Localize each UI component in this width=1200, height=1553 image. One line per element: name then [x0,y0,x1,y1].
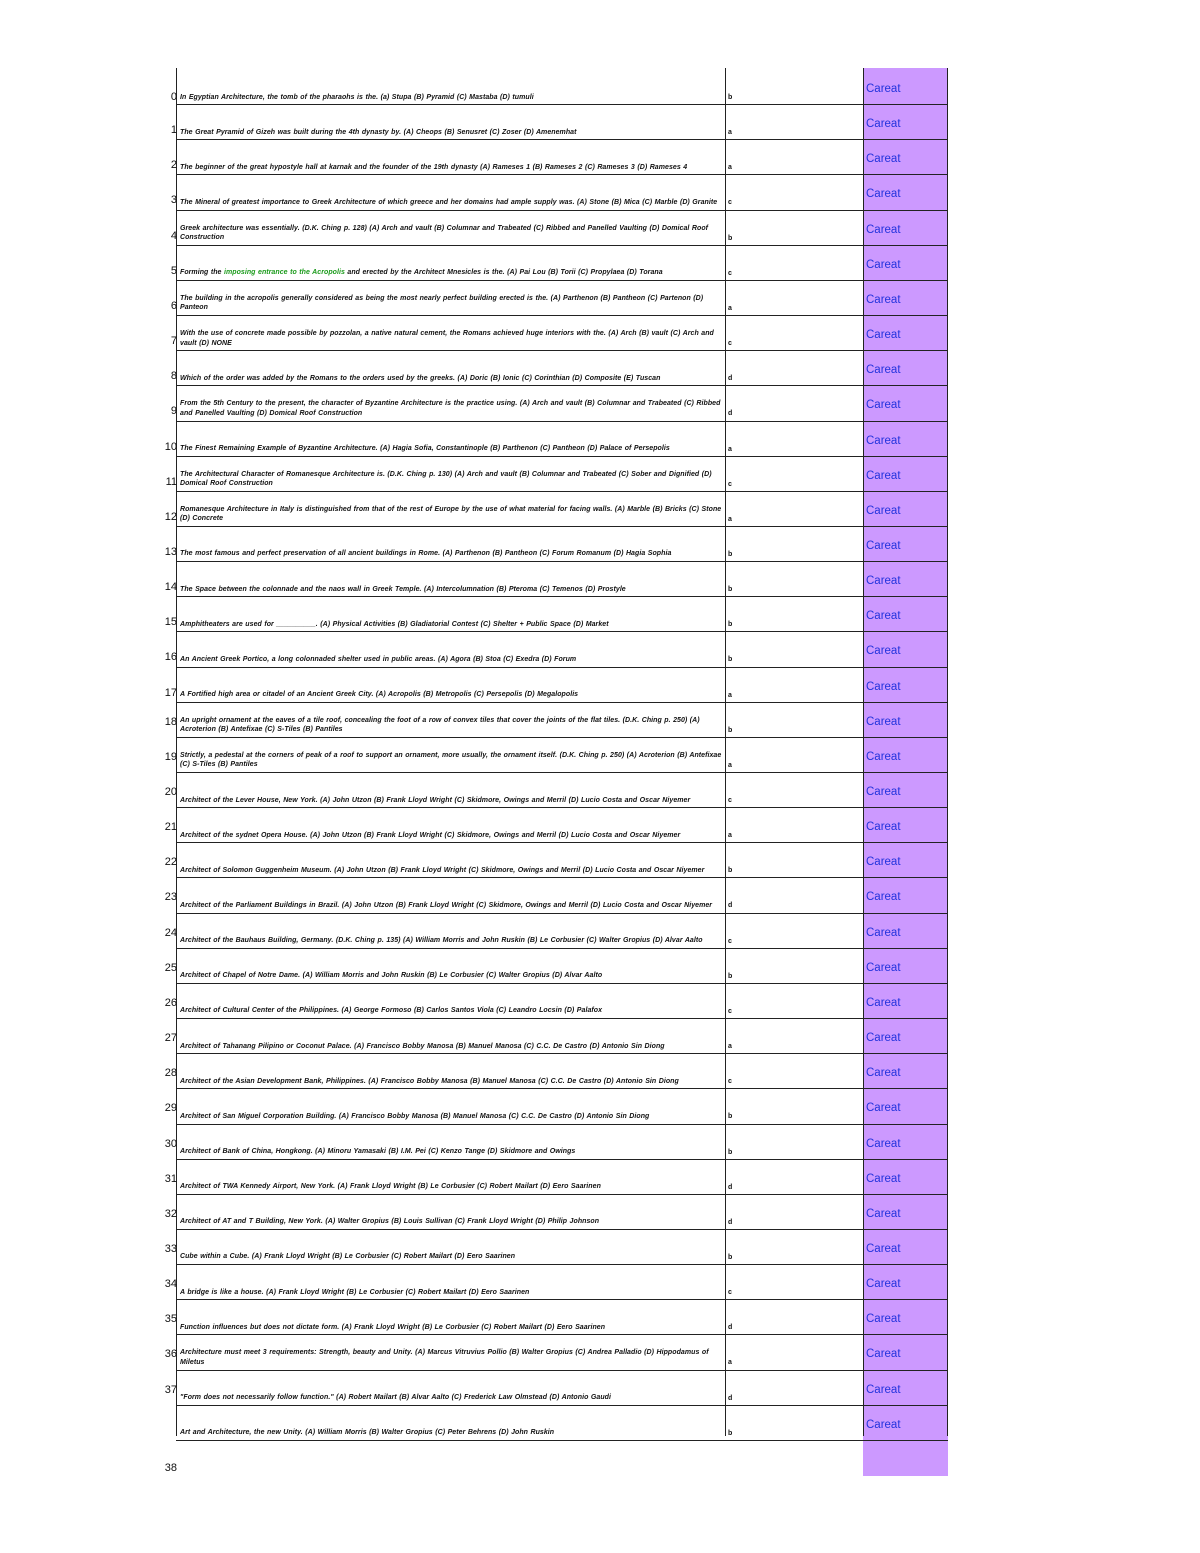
careat-link[interactable]: Careat [866,434,901,447]
question-text: Architect of Tahanang Pilipino or Coconut Palace. (A) Francisco Bobby Manosa (B) Manuel Manosa (C) C.C. De Castro (D) Antonio Sin Diong [180,1042,665,1050]
careat-link[interactable]: Careat [866,821,901,834]
careat-link[interactable]: Careat [866,1313,901,1326]
row-number: 19 [164,750,177,763]
row-number: 31 [164,1172,177,1185]
row-number: 18 [164,715,177,728]
answer-letter: a [728,1359,732,1367]
question-text: Architect of Bank of China, Hongkong. (A) Minoru Yamasaki (B) I.M. Pei (C) Kenzo Tange (D) Skidmore and Owings [180,1148,576,1155]
question-text: Architect of Chapel of Notre Dame. (A) William Morris and John Ruskin (B) Le Corbusier (C) Walter Gropius (D) Alvar Aalto [180,972,603,980]
question-row [0,140,1200,175]
question-text: Romanesque Architecture in Italy is distinguished from that of the rest of Europe by the use of what material for facing walls. (A) Marble (B) Bricks (C) Stone (D) Concrete [180,505,722,523]
question-row [0,211,1200,246]
row-divider [176,1440,948,1441]
question-row [0,1406,1200,1441]
question-row [0,1195,1200,1230]
question-row [0,351,1200,386]
question-row [0,1265,1200,1300]
row-number: 26 [164,996,177,1009]
question-row [0,1371,1200,1406]
answer-letter: b [728,1429,733,1437]
row-number: 2 [170,159,177,172]
question-text: A bridge is like a house. (A) Frank Lloyd Wright (B) Le Corbusier (C) Robert Mailart (D) Eero Saarinen [180,1288,530,1296]
answer-letter: d [728,1183,733,1191]
answer-letter: b [728,867,733,875]
question-text: Strictly, a pedestal at the corners of peak of a roof to support an ornament, more usually, the ornament itself. (D.K. Ching p. 250) (A) Acroterion (B) Antefixae (C) S-Tiles (B) Pantiles [180,751,722,769]
answer-letter: d [728,1324,733,1332]
answer-letter: a [728,832,732,840]
question-text: From the 5th Century to the present, the character of Byzantine Architecture is the practice using. (A) Arch and vault (B) Columnar and Trabeated (C) Ribbed and Panelled Vaulting (D) Domical Roof Construction [180,400,721,417]
row-number: 37 [164,1383,177,1396]
row-number: 22 [164,856,177,869]
question-text: The Finest Remaining Example of Byzantine Architecture. (A) Hagia Sofia, Constantinople (B) Parthenon (C) Pantheon (D) Palace of Persepolis [180,445,670,452]
question-text: The Mineral of greatest importance to Greek Architecture of which greece and her domains had ample supply was. (A) Stone (B) Mica (C) Marble (D) Granite [180,198,718,206]
answer-letter: b [728,586,733,594]
answer-letter: d [728,1394,733,1402]
question-text: Art and Architecture, the new Unity. (A) William Morris (B) Walter Gropius (C) Peter Behrens (D) John Ruskin [180,1429,555,1437]
question-text: Cube within a Cube. (A) Frank Lloyd Wright (B) Le Corbusier (C) Robert Mailart (D) Eero Saarinen [180,1253,516,1261]
question-row [0,562,1200,597]
row-number: 38 [164,1462,177,1474]
answer-letter: b [728,1253,733,1261]
answer-letter: a [728,129,732,137]
answer-letter: c [728,797,732,804]
answer-letter: a [728,445,732,453]
row-number: 36 [164,1348,177,1361]
answer-letter: b [728,726,733,734]
careat-link[interactable]: Careat [866,1102,901,1115]
careat-link[interactable]: Careat [866,539,901,552]
question-row [0,1054,1200,1089]
careat-link[interactable]: Careat [866,1032,901,1045]
row-number: 28 [164,1067,177,1080]
question-text: Amphitheaters are used for __________. (A) Physical Activities (B) Gladiatorial Contest (C) Shelter + Public Space (D) Market [180,620,609,628]
question-row [0,1019,1200,1054]
question-row [0,422,1200,457]
question-text: The Great Pyramid of Gizeh was built during the 4th dynasty by. (A) Cheops (B) Senusret (C) Zoser (D) Amenemhat [180,128,577,136]
question-row [0,1160,1200,1195]
question-row [0,175,1200,210]
question-row [0,843,1200,878]
row-number: 9 [170,405,177,418]
question-row [0,492,1200,527]
row-number: 12 [164,510,177,523]
question-text: The building in the acropolis generally considered as being the most nearly perfect building erected is the. (A) Parthenon (B) Pantheon (C) Partenon (D) Panteon [180,294,704,312]
answer-letter: c [728,269,732,277]
answer-letter: b [728,1148,733,1156]
question-text: Architect of the Bauhaus Building, Germany. (D.K. Ching p. 135) (A) William Morris and John Ruskin (B) Le Corbusier (C) Walter Gropius (D) Alvar Aalto [180,937,703,945]
answer-letter: c [728,937,732,945]
answer-letter: a [728,515,732,523]
question-row [0,984,1200,1019]
row-number: 32 [164,1207,177,1220]
answer-letter: d [728,1218,733,1226]
careat-link[interactable]: Careat [866,715,901,728]
question-text: Architect of the Lever House, New York. (A) John Utzon (B) Frank Lloyd Wright (C) Skidmore, Owings and Merril (D) Lucio Costa and Oscar Niyemer [180,796,691,804]
row-number: 33 [164,1242,177,1255]
careat-link[interactable]: Careat [866,1207,901,1220]
careat-link[interactable]: Careat [866,575,901,588]
careat-link[interactable]: Careat [866,364,901,377]
question-row [0,105,1200,140]
question-text: Architect of AT and T Building, New York. (A) Walter Gropius (B) Louis Sullivan (C) Frank Lloyd Wright (D) Philip Johnson [180,1218,600,1226]
careat-link[interactable]: Careat [866,610,901,623]
careat-link[interactable]: Careat [866,469,901,482]
question-text: Architect of the Parliament Buildings in Brazil. (A) John Utzon (B) Frank Lloyd Wright (C) Skidmore, Owings and Merril (D) Lucio Costa and Oscar Niyemer [180,901,713,909]
row-number: 1 [170,124,177,137]
careat-link[interactable]: Careat [866,258,901,271]
careat-link[interactable]: Careat [866,1278,901,1291]
question-text: In Egyptian Architecture, the tomb of the pharaohs is the. (a) Stupa (B) Pyramid (C) Mastaba (D) tumuli [180,93,534,101]
question-row [0,1089,1200,1124]
careat-link[interactable]: Careat [866,891,901,904]
question-row [0,281,1200,316]
row-number: 20 [164,786,177,798]
row-number: 0 [170,91,177,103]
question-text: Architect of TWA Kennedy Airport, New York. (A) Frank Lloyd Wright (B) Le Corbusier (C) Robert Mailart (D) Eero Saarinen [180,1183,601,1191]
question-text-part: Forming the [180,269,224,277]
question-row [0,808,1200,843]
answer-letter: b [728,621,733,629]
careat-link[interactable]: Careat [866,188,901,201]
question-text [180,268,725,278]
answer-letter: b [728,972,733,980]
careat-link[interactable]: Careat [866,118,901,131]
question-text: Greek architecture was essentially. (D.K. Ching p. 128) (A) Arch and vault (B) Columnar and Trabeated (C) Ribbed and Panelled Vaulting (D) Domical Roof Construction [180,224,709,242]
question-row [0,597,1200,632]
question-row [0,914,1200,949]
row-number: 27 [164,1032,177,1045]
careat-link[interactable]: Careat [866,750,901,763]
question-row [0,703,1200,738]
question-row [0,316,1200,351]
answer-letter: a [728,761,732,769]
row-number: 7 [170,335,177,348]
careat-link[interactable]: Careat [866,1067,901,1080]
careat-link[interactable]: Careat [866,645,901,658]
question-text: A Fortified high area or citadel of an Ancient Greek City. (A) Acropolis (B) Metropolis (C) Persepolis (D) Megalopolis [180,691,579,699]
careat-link[interactable]: Careat [866,926,901,939]
row-number: 15 [164,616,177,629]
answer-letter: a [728,1043,732,1051]
question-text: The most famous and perfect preservation of all ancient buildings in Rome. (A) Parthenon (B) Pantheon (C) Forum Romanum (D) Hagia Sophia [180,550,672,558]
question-text: Which of the order was added by the Romans to the orders used by the greeks. (A) Doric (B) Ionic (C) Corinthian (D) Composite (E) Tuscan [180,374,661,382]
careat-link[interactable]: Careat [866,786,901,798]
question-text: The Architectural Character of Romanesque Architecture is. (D.K. Ching p. 130) (A) Arch and vault (B) Columnar and Trabeated (C) Sober and Dignified (D) Domical Roof Construction [180,470,712,488]
question-row [0,668,1200,703]
careat-link[interactable]: Careat [866,1348,901,1361]
question-row [0,527,1200,562]
careat-link[interactable]: Careat [866,1172,901,1185]
question-text: With the use of concrete made possible by pozzolan, a native natural cement, the Romans achieved huge interiors with the. (A) Arch (B) vault (C) Arch and vault (D) NONE [180,330,714,347]
row-number: 21 [164,821,177,834]
question-text: An Ancient Greek Portico, a long colonnaded shelter used in public areas. (A) Agora (B) Stoa (C) Exedra (D) Forum [180,655,577,663]
row-number: 34 [164,1278,177,1291]
question-row [0,738,1200,773]
question-text: Function influences but does not dictate form. (A) Frank Lloyd Wright (B) Le Corbusier (C) Robert Mailart (D) Eero Saarinen [180,1323,606,1331]
question-text: An upright ornament at the eaves of a tile roof, concealing the foot of a row of convex tiles that cover the joints of the flat tiles. (D.K. Ching p. 250) (A) Acroterion (B) Antefixae (C) S-Tiles (B) Pantiles [180,716,700,734]
question-text: Architect of San Miguel Corporation Building. (A) Francisco Bobby Manosa (B) Manuel Manosa (C) C.C. De Castro (D) Antonio Sin Diong [180,1112,650,1120]
answer-letter: c [728,1007,732,1015]
question-text: Architect of the Asian Development Bank, Philippines. (A) Francisco Bobby Manosa (B) Manuel Manosa (C) C.C. De Castro (D) Antonio Sin Diong [180,1077,679,1085]
careat-link[interactable]: Careat [866,1242,901,1255]
answer-letter: c [728,199,732,207]
question-text: Architect of Solomon Guggenheim Museum. (A) John Utzon (B) Frank Lloyd Wright (C) Skidmore, Owings and Merril (D) Lucio Costa and Oscar Niyemer [180,866,705,874]
question-row [0,386,1200,421]
answer-letter: c [728,1289,732,1297]
row-number: 13 [164,545,177,558]
question-row [0,70,1200,105]
row-number: 35 [164,1313,177,1326]
careat-link[interactable]: Careat [866,1137,901,1150]
question-row [0,632,1200,667]
answer-letter: b [728,1113,733,1121]
row-number: 6 [170,299,177,312]
question-text: The beginner of the great hypostyle hall at karnak and the founder of the 19th dynasty (A) Rameses 1 (B) Rameses 2 (C) Rameses 3 (D) Rameses 4 [180,163,688,171]
question-text: Architect of Cultural Center of the Philippines. (A) George Formoso (B) Carlos Santos Viola (C) Leandro Locsin (D) Palafox [180,1007,603,1015]
careat-link[interactable]: Careat [866,293,901,306]
answer-letter: a [728,691,732,699]
answer-letter: d [728,902,733,910]
answer-letter: c [728,340,732,348]
answer-letter: a [728,304,732,312]
careat-link[interactable]: Careat [866,153,901,166]
careat-link[interactable]: Careat [866,223,901,236]
careat-link[interactable]: Careat [866,996,901,1009]
careat-link[interactable]: Careat [866,1383,901,1396]
answer-letter: d [728,375,733,383]
row-number: 17 [164,686,177,699]
row-number: 14 [164,581,177,594]
careat-link[interactable]: Careat [866,83,901,95]
row-number: 30 [164,1137,177,1150]
answer-letter: b [728,234,733,242]
careat-link[interactable]: Careat [866,399,901,412]
row-number: 24 [164,926,177,939]
highlighted-phrase: imposing entrance to the Acropolis [224,269,345,277]
careat-link[interactable]: Careat [866,1418,901,1431]
careat-link[interactable]: Careat [866,856,901,869]
question-row [0,878,1200,913]
careat-link[interactable]: Careat [866,329,901,342]
question-row [0,1300,1200,1335]
answer-letter: d [728,410,733,418]
row-number: 23 [164,891,177,904]
careat-link[interactable]: Careat [866,961,901,974]
answer-letter: b [728,550,733,558]
question-row [0,949,1200,984]
row-number: 8 [170,370,177,383]
row-number: 16 [164,651,177,664]
question-row [0,246,1200,281]
question-text: Architect of the sydnet Opera House. (A) John Utzon (B) Frank Lloyd Wright (C) Skidmore, Owings and Merril (D) Lucio Costa and Oscar Niyemer [180,831,681,839]
question-row [0,1335,1200,1370]
row-number: 5 [170,264,177,277]
row-number: 3 [170,194,177,207]
question-text-part: and erected by the Architect Mnesicles is the. (A) Pai Lou (B) Torii (C) Propylaea (D) Torana [344,269,663,277]
answer-letter: a [728,164,732,172]
answer-letter: c [728,480,732,488]
question-row [0,1125,1200,1160]
question-text: The Space between the colonnade and the naos wall in Greek Temple. (A) Intercolumnation (B) Pteroma (C) Temenos (D) Prostyle [180,585,626,593]
question-text: "Form does not necessarily follow function." (A) Robert Mailart (B) Alvar Aalto (C) Frederick Law Olmstead (D) Antonio Gaudi [180,1394,611,1402]
row-number: 4 [170,229,177,242]
careat-link[interactable]: Careat [866,504,901,517]
question-row [0,457,1200,492]
question-row [0,773,1200,808]
question-row [0,1230,1200,1265]
question-text: Architecture must meet 3 requirements: Strength, beauty and Unity. (A) Marcus Vitruvius Pollio (B) Walter Gropius (C) Andrea Palladio (D) Hippodamus of Miletus [180,1349,709,1366]
row-number: 11 [165,475,177,488]
answer-letter: c [728,1078,732,1086]
row-number: 25 [164,961,177,974]
answer-letter: b [728,656,733,664]
row-number: 29 [164,1102,177,1115]
answer-letter: b [728,94,733,101]
careat-link[interactable]: Careat [866,680,901,693]
row-number: 10 [164,440,177,453]
